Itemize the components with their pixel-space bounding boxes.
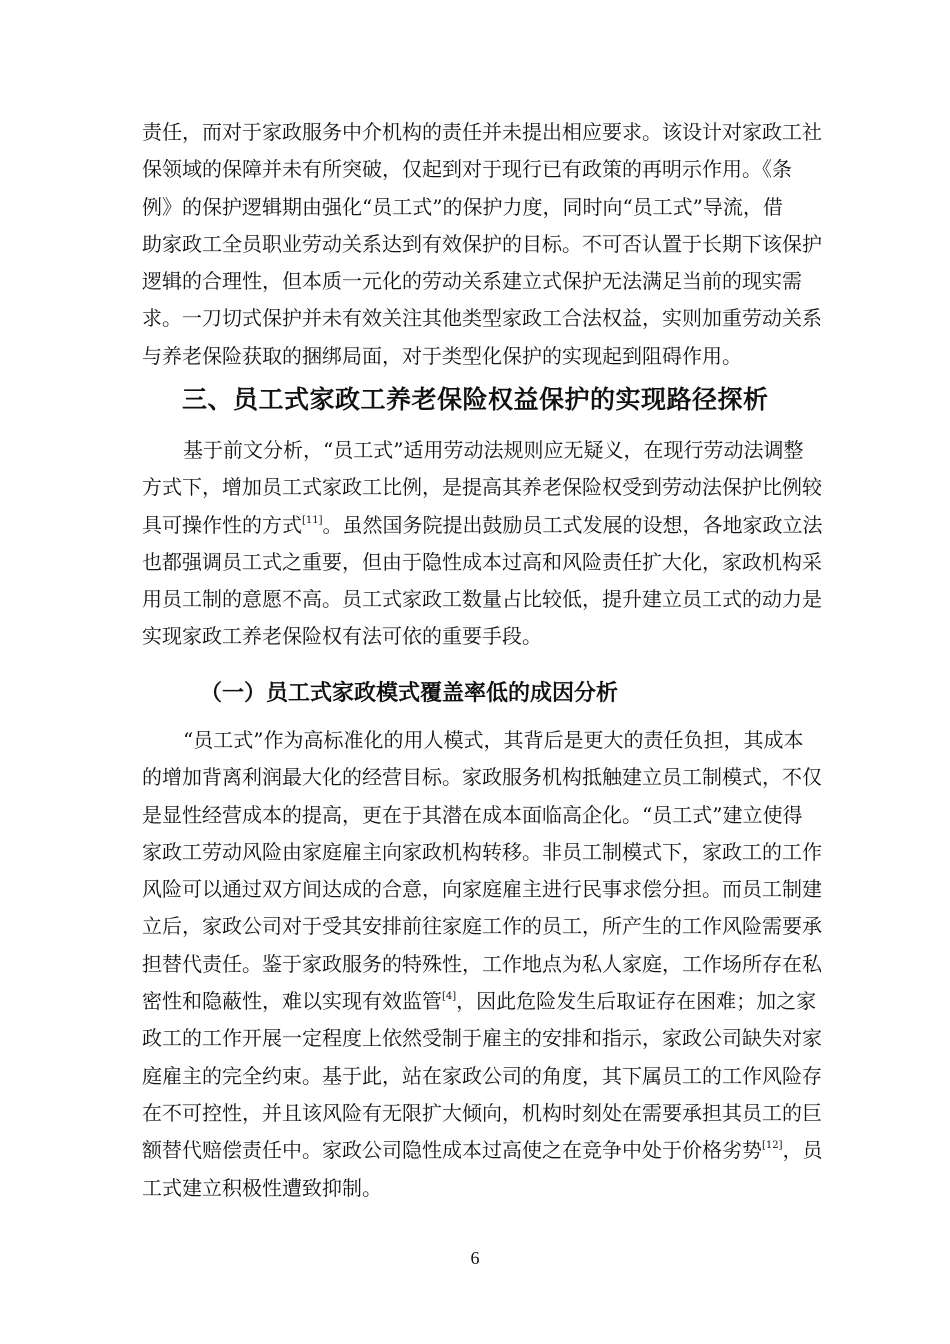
text-line: 助家政工全员职业劳动关系达到有效保护的目标。不可否认置于长期下该保护 [142, 231, 822, 256]
text-line: 方式下，增加员工式家政工比例，是提高其养老保险权受到劳动法保护比例较 [142, 475, 822, 500]
text-line: 担替代责任。鉴于家政服务的特殊性，工作地点为私人家庭，工作场所存在私 [142, 951, 822, 976]
text-line [142, 507, 823, 544]
text-line: 例》的保护逻辑期由强化“员工式”的保护力度，同时向“员工式”导流，借 [142, 194, 783, 219]
text-line: 用员工制的意愿不高。员工式家政工数量占比较低，提升建立员工式的动力是 [142, 587, 822, 612]
citation-ref: [11] [302, 514, 323, 526]
text-fragment: ，因此危险发生后取证存在困难；加之家 [456, 989, 817, 1014]
text-line: 在不可控性，并且该风险有无限扩大倾向，机构时刻处在需要承担其员工的巨 [142, 1100, 822, 1125]
page-number: 6 [470, 1248, 480, 1268]
text-line: 保领域的保障并未有所突破，仅起到对于现行已有政策的再明示作用。《条 [142, 157, 792, 182]
text-line: 的增加背离利润最大化的经营目标。家政服务机构抵触建立员工制模式，不仅 [142, 765, 822, 790]
paragraph-analysis [142, 722, 823, 1207]
text-line: 也都强调员工式之重要，但由于隐性成本过高和风险责任扩大化，家政机构采 [142, 549, 822, 574]
citation-ref: [4] [442, 991, 457, 1003]
text-line: 基于前文分析，“员工式”适用劳动法规则应无疑义，在现行劳动法调整 [183, 438, 804, 462]
text-fragment: 密性和隐蔽性，难以实现有效监管 [142, 989, 442, 1014]
text-fragment: 。虽然国务院提出鼓励员工式发展的设想，各地家政立法 [322, 512, 823, 537]
text-fragment: 额替代赔偿责任中。家政公司隐性成本过高使之在竞争中处于价格劣势 [142, 1138, 762, 1163]
text-line [142, 1132, 823, 1169]
text-line [142, 983, 817, 1020]
text-line: 工式建立积极性遭致抑制。 [142, 1175, 382, 1200]
text-line: 政工的工作开展一定程度上依然受制于雇主的安排和指示，家政公司缺失对家 [142, 1026, 822, 1051]
text-fragment: 具可操作性的方式 [142, 512, 302, 537]
text-line: 责任，而对于家政服务中介机构的责任并未提出相应要求。该设计对家政工社 [142, 120, 822, 144]
text-line: 逻辑的合理性，但本质一元化的劳动关系建立式保护无法满足当前的现实需 [142, 269, 802, 294]
text-line: 庭雇主的完全约束。基于此，站在家政公司的角度，其下属员工的工作风险存 [142, 1063, 822, 1088]
text-line: “员工式”作为高标准化的用人模式，其背后是更大的责任负担，其成本 [183, 728, 804, 752]
text-line: 实现家政工养老保险权有法可依的重要手段。 [142, 624, 542, 649]
text-fragment: ，员 [782, 1138, 823, 1163]
paragraph-continuation [142, 114, 822, 375]
section-heading: 三、员工式家政工养老保险权益保护的实现路径探析 [182, 385, 769, 414]
text-line: 与养老保险获取的捆绑局面，对于类型化保护的实现起到阻碍作用。 [142, 343, 742, 368]
citation-ref: [12] [762, 1140, 783, 1152]
text-line: 立后，家政公司对于受其安排前往家庭工作的员工，所产生的工作风险需要承 [142, 914, 822, 939]
text-line: 家政工劳动风险由家庭雇主向家政机构转移。非员工制模式下，家政工的工作 [142, 839, 822, 864]
text-line: 风险可以通过双方间达成的合意，向家庭雇主进行民事求偿分担。而员工制建 [142, 877, 822, 902]
paragraph-intro [142, 432, 823, 656]
text-line: 求。一刀切式保护并未有效关注其他类型家政工合法权益，实则加重劳动关系 [142, 306, 822, 331]
subsection-heading: （一）员工式家政模式覆盖率低的成因分析 [200, 681, 619, 706]
text-line: 是显性经营成本的提高，更在于其潜在成本面临高企化。“员工式”建立使得 [142, 802, 803, 827]
